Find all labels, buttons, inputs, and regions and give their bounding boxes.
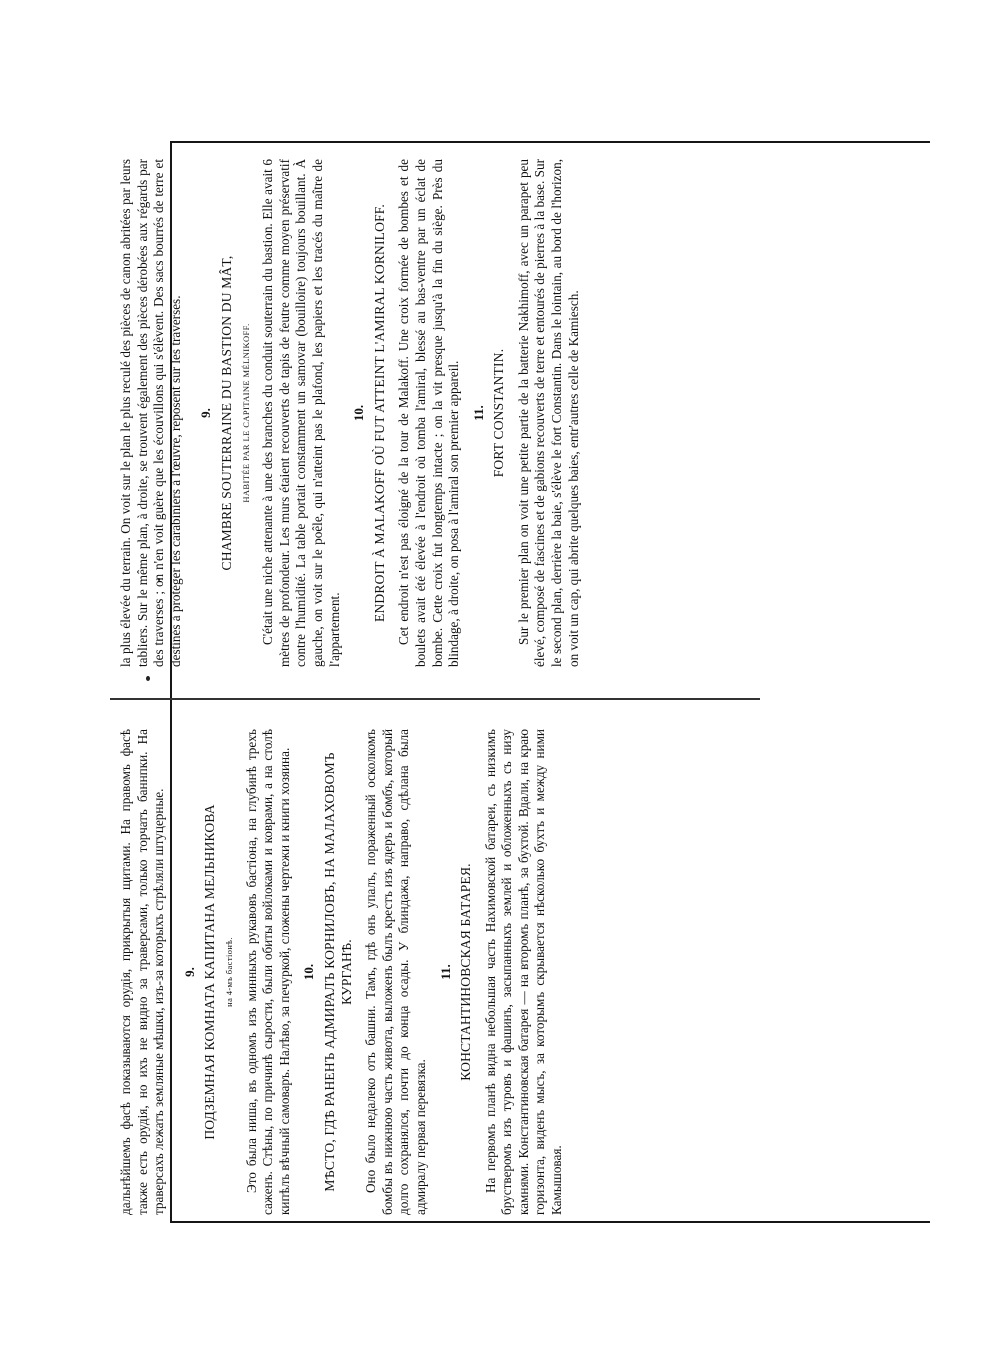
section-number: 11. — [470, 405, 486, 421]
section-heading: МѢСТО, ГДѢ РАНЕНЪ АДМИРАЛЪ КОРНИЛОВЪ, НА МАЛАХОВОМЪ КУРГАНѢ. — [321, 752, 354, 1192]
russian-section-10 — [301, 729, 429, 1215]
section-body: Это была ниша, въ одномъ изъ минныхъ рукавовъ бастіона, на глубинѣ трехъ саженъ. Стѣны, по причинѣ сырости, были обиты войлоками и коврами, а на столѣ кипѣлъ вѣчный самоваръ. Налѣво, за печуркой, сложены чертежи и книги хозяина. — [243, 729, 292, 1215]
section-heading: КОНСТАНТИНОВСКАЯ БАТАРЕЯ. — [458, 863, 474, 1081]
french-column — [118, 159, 752, 667]
section-number: 9. — [181, 967, 197, 977]
section-body: C'était une niche attenante à une des branches du conduit souterrain du bastion. Elle avait 6 mètres de profondeur. Les murs étaient recouverts de tapis de feutre comme moyen préservatif contre l'humidité. La table portait constamment un samovar (bouilloire) toujours bouillant. À gauche, on voit sur le poêle, qui n'atteint pas le plafond, les papiers et les tracés du maître de l'appartement. — [260, 159, 342, 667]
section-number: 11. — [437, 964, 453, 980]
french-section-10 — [351, 159, 463, 667]
section-number: 10. — [351, 404, 367, 422]
section-subheading: HABITÉE PAR LE CAPITAINE MÉLNIKOFF. — [240, 323, 251, 503]
french-continuation: la plus élevée du terrain. On voit sur le plan le plus reculé des pièces de canon abritées par leurs tabliers. Sur le même plan, à droite, se trouvent également des pièces dérobées aux régards par des traverses ; on n'en voit guère que les écouvillons qui s'élèvent. Des sacs bourrés de terre et destinés à protéger les carabiniers à l'œuvre, reposent sur les traverses. — [118, 159, 183, 667]
section-body: Cet endroit n'est pas éloigné de la tour de Malakoff. Une croix formée de bombes et de boulets avait été élevée à l'endroit où tomba l'amiral, blessé au bas-ventre par un éclat de bombe. Cette croix fut longtemps intacte ; on la vit presque jusqu'à la fin du siège. Près du blindage, à droite, on posa à l'amiral son premier appareil. — [396, 159, 462, 667]
section-body: Оно было недалеко отъ башни. Тамъ, гдѣ онъ упалъ, пораженный осколкомъ бомбы въ нижнюю часть живота, выложенъ былъ крестъ изъ ядеръ и бомбъ, который долго сохранялся, почти до конца осады. У блиндажа, направо, сдѣлана была адмиралу первая перевязка. — [363, 729, 428, 1215]
section-number: 9. — [198, 408, 214, 418]
russian-column — [118, 729, 752, 1215]
russian-continuation: дальнѣйшемъ фасѣ показываются орудія, прикрытыя щитами. На правомъ фасѣ также есть орудія, но ихъ не видно за траверсами, только торчатъ баннпки. На траверсахъ лежатъ земляные мѣшки, изъ-за которыхъ стрѣляли штуцерные. — [118, 729, 167, 1215]
french-section-11 — [471, 159, 583, 667]
russian-section-9 — [182, 729, 294, 1215]
section-heading: ENDROIT À MALAKOFF OÙ FUT ATTEINT L'AMIRAL KORNILOFF. — [371, 204, 387, 622]
section-number: 10. — [301, 963, 317, 981]
section-heading: CHAMBRE SOUTERRAINE DU BASTION DU MÂT, — [218, 255, 234, 571]
section-body: На первомъ планѣ видна небольшая часть Нахимовской батареи, съ низкимъ бруствeромъ изъ туровъ и фашинъ, засыпанныхъ землей и обложенныхъ съ низу камнями. Константиновская батарея — на второмъ планѣ, за бухтой. Вдали, на краю горизонта, виденъ мысъ, за которымъ скрывается нѣсколько бухтъ и между ними Камышовая. — [482, 729, 565, 1215]
section-body: Sur le premier plan on voit une petite partie de la batterie Nakhimoff, avec un parapet peu élevé, composé de fascines et de gabions recouverts de terre et entourés de pierres à la base. Sur le second plan, derrière la baie, s'élève le fort Constantin. Dans le lointain, au bord de l'horizon, on voit un cap, qui abrite quelques baies, entr'autres celle de Kamiesch. — [515, 159, 581, 667]
section-subheading: на 4-мъ бастіонѣ. — [223, 937, 234, 1007]
french-section-9 — [198, 159, 343, 667]
section-heading: FORT CONSTANTIN. — [491, 348, 507, 478]
rotated-page — [100, 143, 770, 1223]
russian-section-11 — [438, 729, 566, 1215]
column-divider — [110, 698, 760, 700]
section-heading: ПОДЗЕМНАЯ КОМНАТА КАПИТАНА МЕЛЬНИКОВА — [202, 804, 218, 1140]
